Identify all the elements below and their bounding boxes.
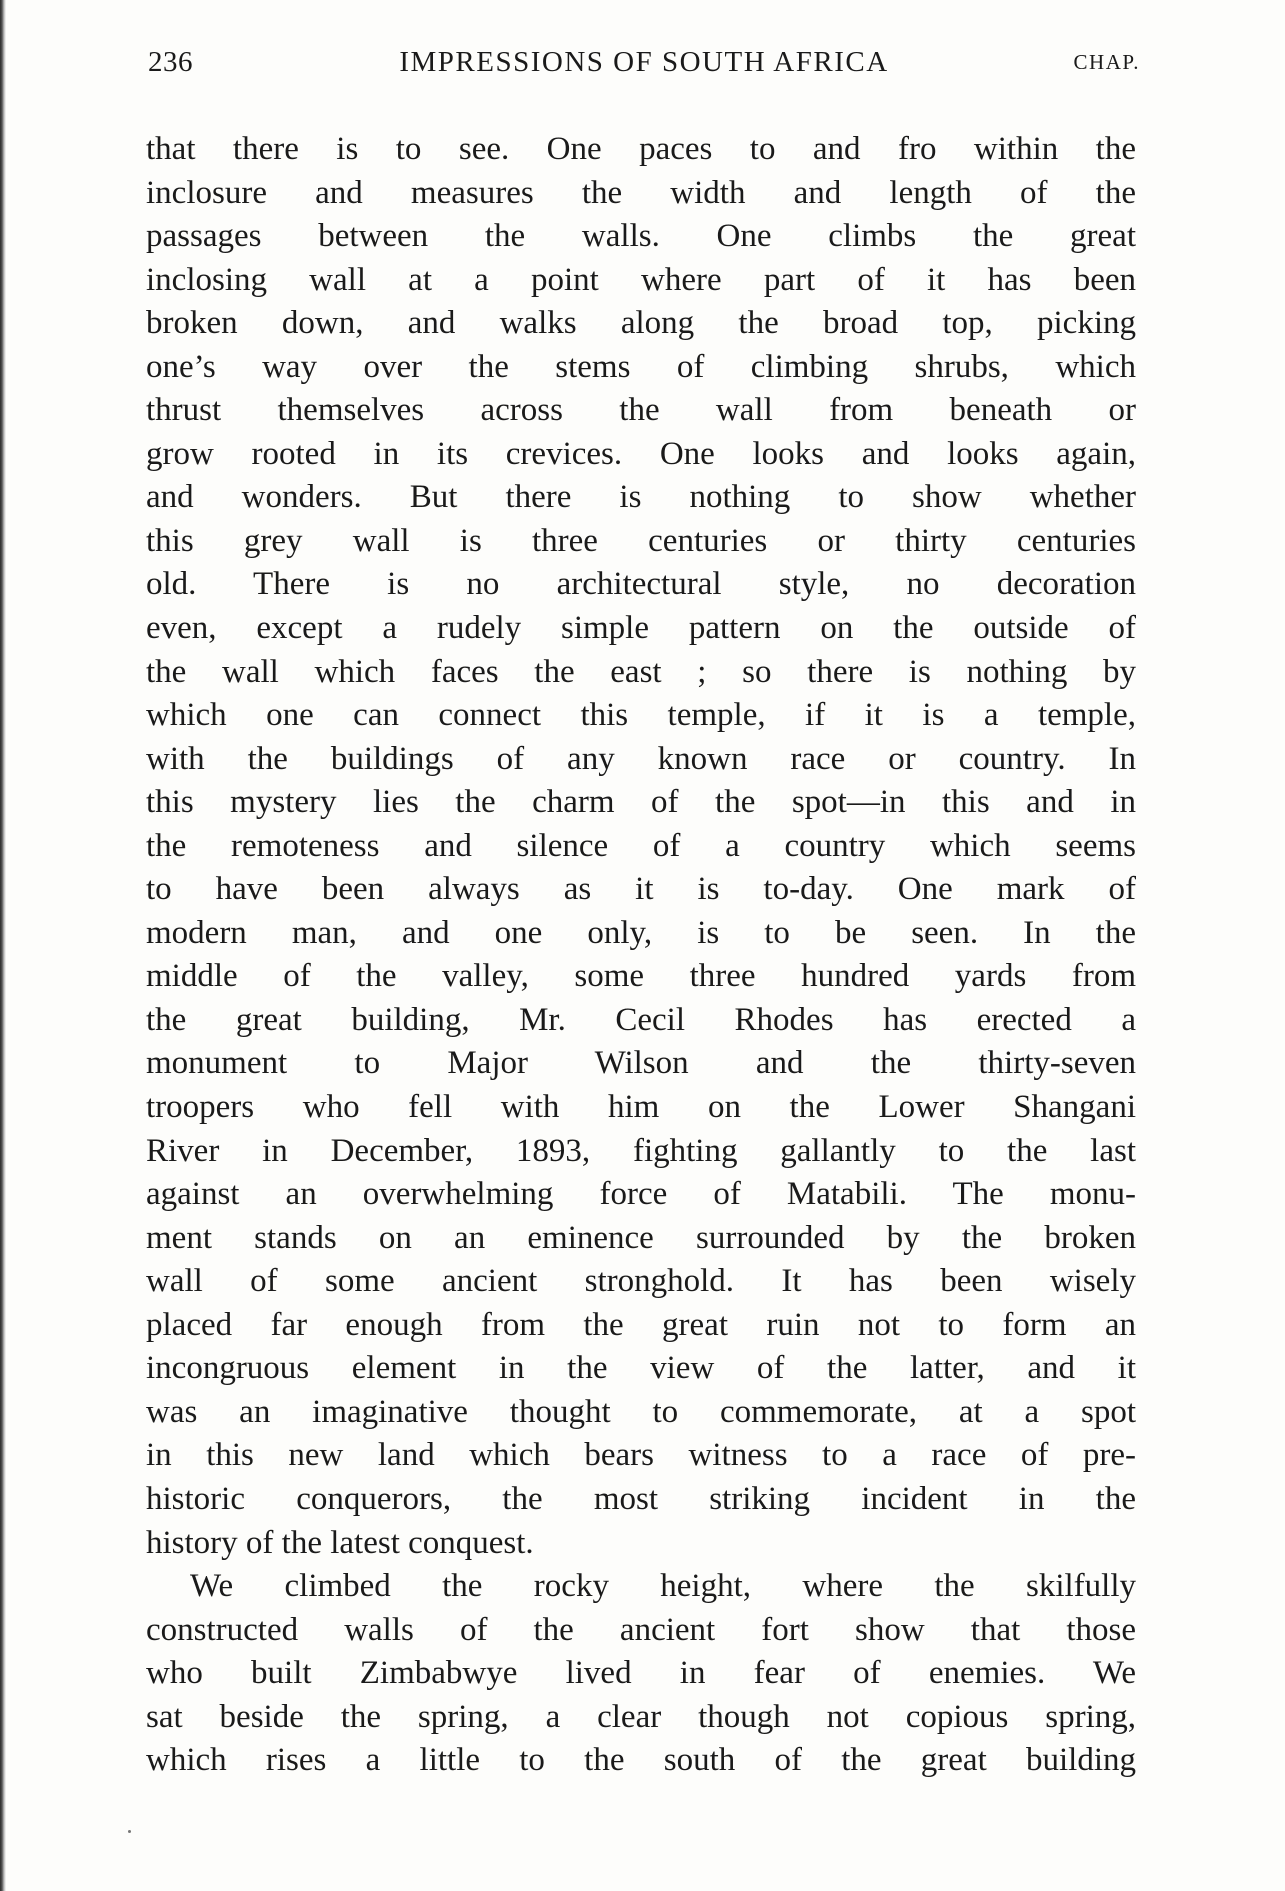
text-line: against an overwhelming force of Matabili. The monu- — [146, 1176, 1136, 1213]
text-line: broken down, and walks along the broad top, picking — [146, 305, 1136, 342]
paragraph — [146, 128, 1136, 1565]
text-line: sat beside the spring, a clear though not copious spring, — [146, 1698, 1136, 1735]
text-line: with the buildings of any known race or country. In — [146, 740, 1136, 777]
text-line: We climbed the rocky height, where the skilfully — [190, 1568, 1136, 1605]
text-line: the wall which faces the east ; so there is nothing by — [146, 653, 1136, 690]
text-line: incongruous element in the view of the latter, and it — [146, 1350, 1136, 1387]
text-line: River in December, 1893, fighting gallantly to the last — [146, 1132, 1136, 1169]
text-line: middle of the valley, some three hundred yards from — [146, 958, 1136, 995]
text-line: the remoteness and silence of a country which seems — [146, 827, 1136, 864]
body-text — [146, 128, 1136, 1783]
text-line: passages between the walls. One climbs the great — [146, 218, 1136, 255]
text-line: old. There is no architectural style, no decoration — [146, 566, 1136, 603]
text-line: was an imaginative thought to commemorate, at a spot — [146, 1393, 1136, 1430]
text-line: grow rooted in its crevices. One looks and looks again, — [146, 435, 1136, 472]
text-line: this mystery lies the charm of the spot—in this and in — [146, 784, 1136, 821]
text-line: and wonders. But there is nothing to show whether — [146, 479, 1136, 516]
text-line: ment stands on an eminence surrounded by the broken — [146, 1219, 1136, 1256]
text-line: in this new land which bears witness to a race of pre- — [146, 1437, 1136, 1474]
text-line: historic conquerors, the most striking incident in the — [146, 1480, 1136, 1517]
text-line: monument to Major Wilson and the thirty-seven — [146, 1045, 1136, 1082]
text-line: this grey wall is three centuries or thirty centuries — [146, 522, 1136, 559]
text-line: troopers who fell with him on the Lower Shangani — [146, 1089, 1136, 1126]
text-line: that there is to see. One paces to and fro within the — [146, 131, 1136, 167]
text-line: even, except a rudely simple pattern on the outside of — [146, 610, 1136, 647]
paper-speck — [128, 1830, 131, 1833]
text-line: modern man, and one only, is to be seen. In the — [146, 914, 1136, 951]
text-line: the great building, Mr. Cecil Rhodes has erected a — [146, 1001, 1136, 1038]
text-line: which one can connect this temple, if it is a temple, — [146, 697, 1136, 734]
page-number: 236 — [148, 46, 193, 78]
text-line: history of the latest conquest. — [146, 1524, 534, 1561]
text-line: wall of some ancient stronghold. It has been wisely — [146, 1263, 1136, 1300]
paragraph — [146, 1565, 1136, 1783]
text-line: who built Zimbabwye lived in fear of enemies. We — [146, 1655, 1136, 1692]
text-line: constructed walls of the ancient fort show that those — [146, 1611, 1136, 1648]
text-line: which rises a little to the south of the great building — [146, 1742, 1136, 1779]
page-binding-edge — [0, 0, 6, 1891]
chapter-label: CHAP. — [1073, 50, 1140, 74]
text-line: inclosing wall at a point where part of it has been — [146, 261, 1136, 298]
text-line: inclosure and measures the width and length of the — [146, 174, 1136, 211]
text-line: thrust themselves across the wall from beneath or — [146, 392, 1136, 429]
text-line: one’s way over the stems of climbing shrubs, which — [146, 348, 1136, 385]
running-header — [148, 40, 1140, 84]
running-title: IMPRESSIONS OF SOUTH AFRICA — [399, 46, 889, 78]
text-line: placed far enough from the great ruin not to form an — [146, 1306, 1136, 1343]
text-line: to have been always as it is to-day. One mark of — [146, 871, 1136, 908]
